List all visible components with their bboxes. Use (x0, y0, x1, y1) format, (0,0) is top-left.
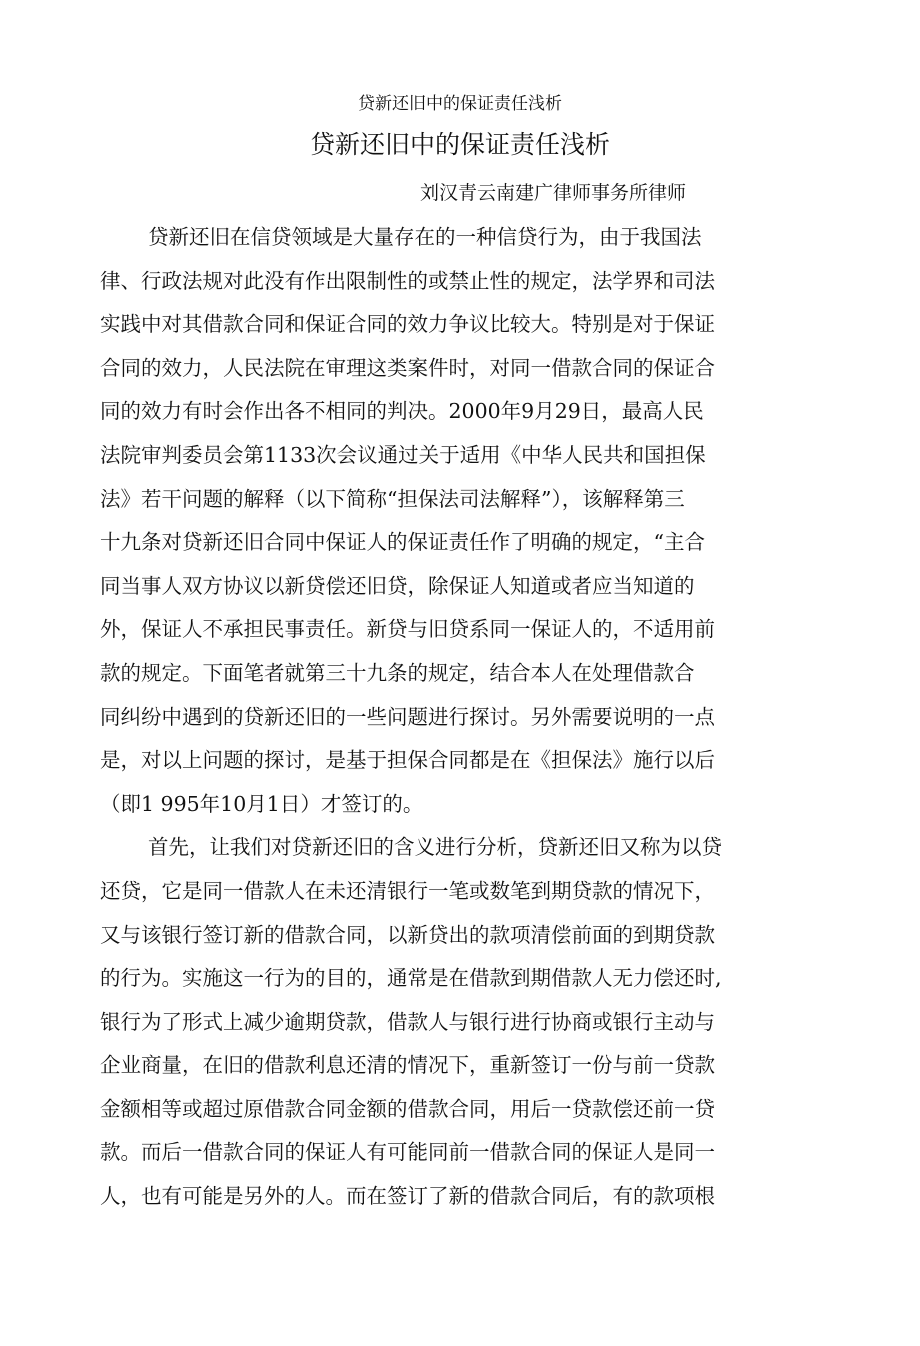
text-line: 法院审判委员会第1133次会议通过关于适用《中华人民共和国担保 (100, 442, 706, 467)
text-line: 外，保证人不承担民事责任。新贷与旧贷系同一保证人的，不适用前 (100, 617, 715, 642)
text-line: 人，也有可能是另外的人。而在签订了新的借款合同后，有的款项根 (100, 1184, 715, 1209)
text-line: 十九条对贷新还旧合同中保证人的保证责任作了明确的规定，“主合 (100, 530, 705, 555)
text-line: 同的效力有时会作出各不相同的判决。2000年9月29日，最高人民 (100, 399, 704, 424)
paragraph-1 (100, 216, 780, 826)
text-line: 实践中对其借款合同和保证合同的效力争议比较大。特别是对于保证 (100, 312, 715, 337)
text-line: 企业商量，在旧的借款利息还清的情况下，重新签订一份与前一贷款 (100, 1053, 715, 1078)
text-line: 贷新还旧在信贷领域是大量存在的一种信贷行为，由于我国法 (148, 225, 702, 249)
text-line: 法》若干问题的解释（以下简称“担保法司法解释”），该解释第三 (100, 486, 685, 511)
text-line: 同纠纷中遇到的贷新还旧的一些问题进行探讨。另外需要说明的一点 (100, 704, 715, 729)
text-line: 还贷，它是同一借款人在未还清银行一笔或数笔到期贷款的情况下， (100, 878, 715, 903)
text-line: 同当事人双方协议以新贷偿还旧贷，除保证人知道或者应当知道的 (100, 573, 695, 598)
text-line: 首先，让我们对贷新还旧的含义进行分析，贷新还旧又称为以贷 (148, 835, 722, 860)
text-line: 合同的效力，人民法院在审理这类案件时，对同一借款合同的保证合 (100, 355, 715, 380)
text-line: （即1 995年10月1日）才签订的。 (100, 791, 424, 816)
text-line: 款。而后一借款合同的保证人有可能同前一借款合同的保证人是同一 (100, 1140, 715, 1165)
running-header: 贷新还旧中的保证责任浅析 (358, 94, 562, 114)
paragraph-2 (100, 826, 780, 1218)
body-text (100, 216, 780, 1219)
text-line: 又与该银行签订新的借款合同，以新贷出的款项清偿前面的到期贷款 (100, 922, 715, 947)
text-line: 金额相等或超过原借款合同金额的借款合同，用后一贷款偿还前一贷 (100, 1096, 715, 1121)
author-line: 刘汉青云南建广律师事务所律师 (420, 182, 687, 204)
text-line: 银行为了形式上减少逾期贷款，借款人与银行进行协商或银行主动与 (100, 1009, 715, 1034)
text-line: 款的规定。下面笔者就第三十九条的规定，结合本人在处理借款合 (100, 660, 695, 685)
text-line: 的行为。实施这一行为的目的，通常是在借款到期借款人无力偿还时, (100, 966, 722, 991)
text-line: 是，对以上问题的探讨，是基于担保合同都是在《担保法》施行以后 (100, 748, 715, 773)
text-line: 律、行政法规对此没有作出限制性的或禁止性的规定，法学界和司法 (100, 268, 715, 293)
document-title: 贷新还旧中的保证责任浅析 (309, 130, 610, 159)
